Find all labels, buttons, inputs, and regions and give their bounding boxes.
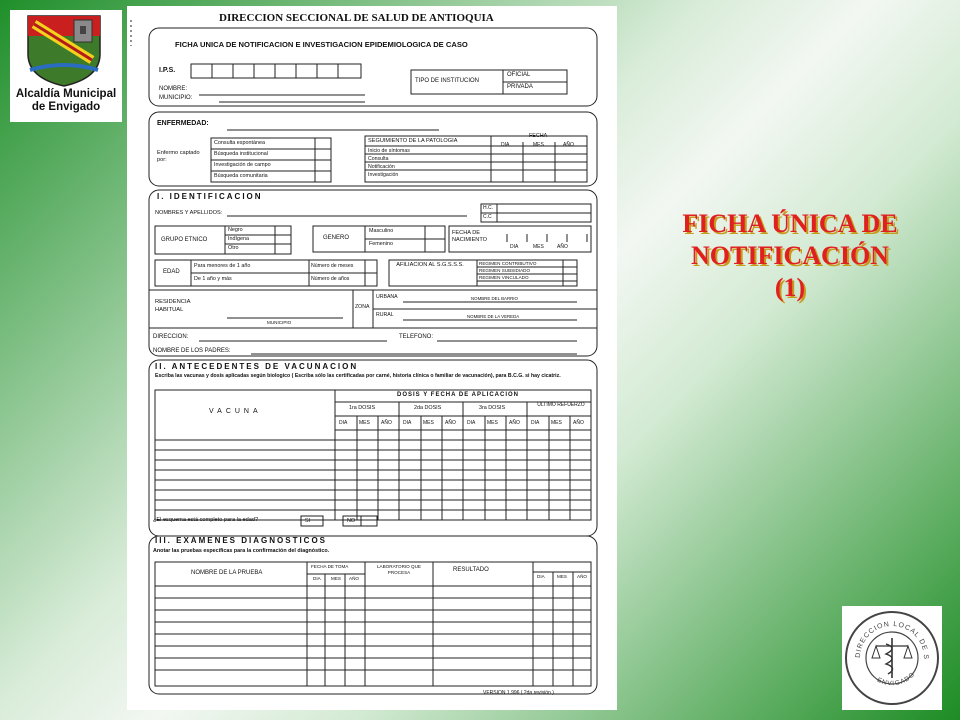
regimen-opt-3: REGIMEN VINCULADO: [479, 275, 529, 280]
nombre-label: NOMBRE:: [159, 86, 188, 92]
seg-opt-3: Notificación: [368, 164, 395, 170]
notification-form-scan: [127, 6, 617, 710]
slide-title-line1: FICHA ÚNICA DE: [682, 209, 898, 238]
slide-title-line3: (1): [774, 273, 806, 302]
regimen-opt-2: REGIMEN SUBSIDIADO: [479, 268, 531, 273]
nombre-prueba-label: NOMBRE DE LA PRUEBA: [191, 570, 263, 576]
vac-ano-4: AÑO: [573, 420, 584, 426]
vac-mes-3: MES: [487, 420, 498, 426]
form-lines: [127, 6, 617, 710]
slide-title-line2: NOTIFICACIÓN: [691, 241, 889, 270]
vac-ano-2: AÑO: [445, 420, 456, 426]
vac-ano-3: AÑO: [509, 420, 520, 426]
nombre-padres-label: NOMBRE DE LOS PADRES:: [153, 348, 231, 354]
barrio-label: NOMBRE DEL BARRIO: [471, 296, 518, 301]
si-option: SI: [305, 518, 311, 524]
nac-ano: AÑO: [557, 244, 568, 250]
edad-opt-2: De 1 año y más: [194, 276, 232, 282]
nac-mes: MES: [533, 244, 544, 250]
seg-opt-2: Consulta: [368, 156, 389, 162]
captado-opt-1: Consulta espontánea: [214, 140, 265, 146]
vac-dia-4: DIA: [531, 420, 540, 426]
dosis-2-label: 2da DOSIS: [414, 405, 442, 411]
section-vacunacion: II. ANTECEDENTES DE VACUNACION: [155, 362, 359, 371]
direccion-label: DIRECCION:: [153, 334, 189, 340]
afiliacion-label: AFILIACION AL S.G.S.S.S.: [396, 262, 464, 268]
res-mes: MES: [557, 574, 567, 579]
municipal-logo: [10, 10, 122, 122]
section-examenes: III. EXÁMENES DIAGNOSTICOS: [155, 536, 328, 545]
res-dia: DIA: [537, 574, 545, 579]
genero-label: GENERO: [323, 235, 350, 241]
vac-dia-2: DIA: [403, 420, 412, 426]
res-ano: AÑO: [577, 574, 587, 579]
seal-top-text: DIRECCION LOCAL DE S: [854, 620, 930, 661]
seguimiento-label: SEGUIMIENTO DE LA PATOLOGIA: [368, 138, 458, 144]
seg-ano: AÑO: [563, 142, 574, 148]
enfermedad-label: ENFERMEDAD:: [157, 120, 209, 127]
regimen-opt-1: REGIMEN CONTRIBUTIVO: [479, 261, 537, 266]
vac-dia-3: DIA: [467, 420, 476, 426]
genero-opt-2: Femenino: [369, 241, 393, 247]
captado-opt-4: Búsqueda comunitaria: [214, 173, 268, 179]
seal-bottom-text: ENVIGADO: [875, 670, 917, 688]
version-label: VERSION 1.996 ( 2da revisión ): [483, 690, 554, 696]
enfermo-captado-label: Enfermo captado por:: [157, 150, 200, 163]
edad-label: EDAD: [163, 269, 180, 275]
zona-label: ZONA: [355, 304, 370, 310]
seg-mes: MES: [533, 142, 544, 148]
tipo-institucion-label: TIPO DE INSTITUCION: [415, 78, 480, 84]
section-identificacion: I. IDENTIFICACION: [157, 192, 263, 201]
cc-label: C.C: [483, 214, 492, 220]
fecha-label: FECHA: [529, 133, 548, 139]
residencia-label: RESIDENCIA HABITUAL: [155, 299, 191, 313]
fecha-toma-label: FECHA DE TOMA: [311, 564, 349, 569]
urbana-label: URBANA: [376, 294, 398, 300]
health-directorate-seal: [842, 606, 942, 710]
dosis-3-label: 3ra DOSIS: [479, 405, 506, 411]
dosis-fecha-label: DOSIS Y FECHA DE APLICACION: [397, 392, 520, 398]
toma-mes: MES: [331, 576, 341, 581]
captado-opt-2: Búsqueda institucional: [214, 151, 268, 157]
etnico-opt-1: Negro: [228, 227, 243, 233]
resultado-label: RESULTADO: [453, 567, 489, 573]
anotar-instructions: Anotar las pruebas específicas para la confirmación del diagnóstico.: [153, 548, 330, 554]
esquema-question: ¿El esquema está completo para la edad?: [153, 517, 259, 523]
form-org: DIRECCION SECCIONAL DE SALUD DE ANTIOQUIA: [219, 12, 494, 24]
captado-opt-3: Investigación de campo: [214, 162, 271, 168]
vac-ano-1: AÑO: [381, 420, 392, 426]
slide-title: [630, 208, 950, 304]
residencia-municipio-label: MUNICIPIO: [267, 320, 292, 325]
form-heading: FICHA UNICA DE NOTIFICACION E INVESTIGACION EPIDEMIOLOGICA DE CASO: [175, 40, 468, 49]
logo-label-line2: de Envigado: [31, 101, 101, 113]
vac-mes-1: MES: [359, 420, 370, 426]
dosis-1-label: 1ra DOSIS: [349, 405, 376, 411]
nac-dia: DIA: [510, 244, 519, 250]
municipio-label: MUNICIPIO:: [159, 95, 193, 101]
rural-label: RURAL: [376, 312, 394, 318]
laboratorio-label: LABORATORIO QUE PROCESA: [377, 564, 421, 575]
ips-label: I.P.S.: [159, 67, 176, 74]
seg-dia: DIA: [501, 142, 510, 148]
no-option: NO: [347, 518, 356, 524]
vac-mes-4: MES: [551, 420, 562, 426]
logo-label-line1: Alcaldía Municipal: [15, 88, 117, 100]
genero-opt-1: Masculino: [369, 228, 394, 234]
seal-icon: [842, 606, 942, 710]
seg-opt-1: Inicio de síntomas: [368, 148, 410, 154]
privada-label: PRIVADA: [507, 84, 533, 90]
seg-opt-4: Investigación: [368, 172, 399, 178]
numero-meses-label: Número de meses: [311, 263, 354, 269]
vac-mes-2: MES: [423, 420, 434, 426]
fecha-nacimiento-label: FECHA DE NACIMIENTO: [452, 230, 488, 243]
vereda-label: NOMBRE DE LA VEREDA: [467, 314, 520, 319]
logo-label: [10, 88, 122, 114]
telefono-label: TELEFONO:: [399, 334, 434, 340]
numero-anos-label: Número de años: [311, 276, 350, 282]
vacunacion-instructions: Escriba las vacunas y dosis aplicadas según biologico ( Escriba sólo las certificadas por carné, historia clínica o familiar de vacunación), para B.C.G. si hay cicatriz.: [155, 373, 561, 379]
shield-icon: [24, 14, 104, 88]
dosis-refuerzo-label: ULTIMO REFUERZO: [537, 402, 585, 408]
vac-dia-1: DIA: [339, 420, 348, 426]
toma-dia: DIA: [313, 576, 321, 581]
hc-label: H.C.: [483, 205, 493, 211]
etnico-opt-2: Indígena: [228, 236, 249, 242]
vacuna-label: VACUNA: [209, 408, 262, 415]
nombres-apellidos-label: NOMBRES Y APELLIDOS:: [155, 210, 223, 216]
oficial-label: OFICIAL: [507, 72, 531, 78]
grupo-etnico-label: GRUPO ETNICO: [161, 237, 208, 243]
edad-opt-1: Para menores de 1 año: [194, 263, 251, 269]
toma-ano: AÑO: [349, 576, 359, 581]
etnico-opt-3: Otro: [228, 245, 239, 251]
